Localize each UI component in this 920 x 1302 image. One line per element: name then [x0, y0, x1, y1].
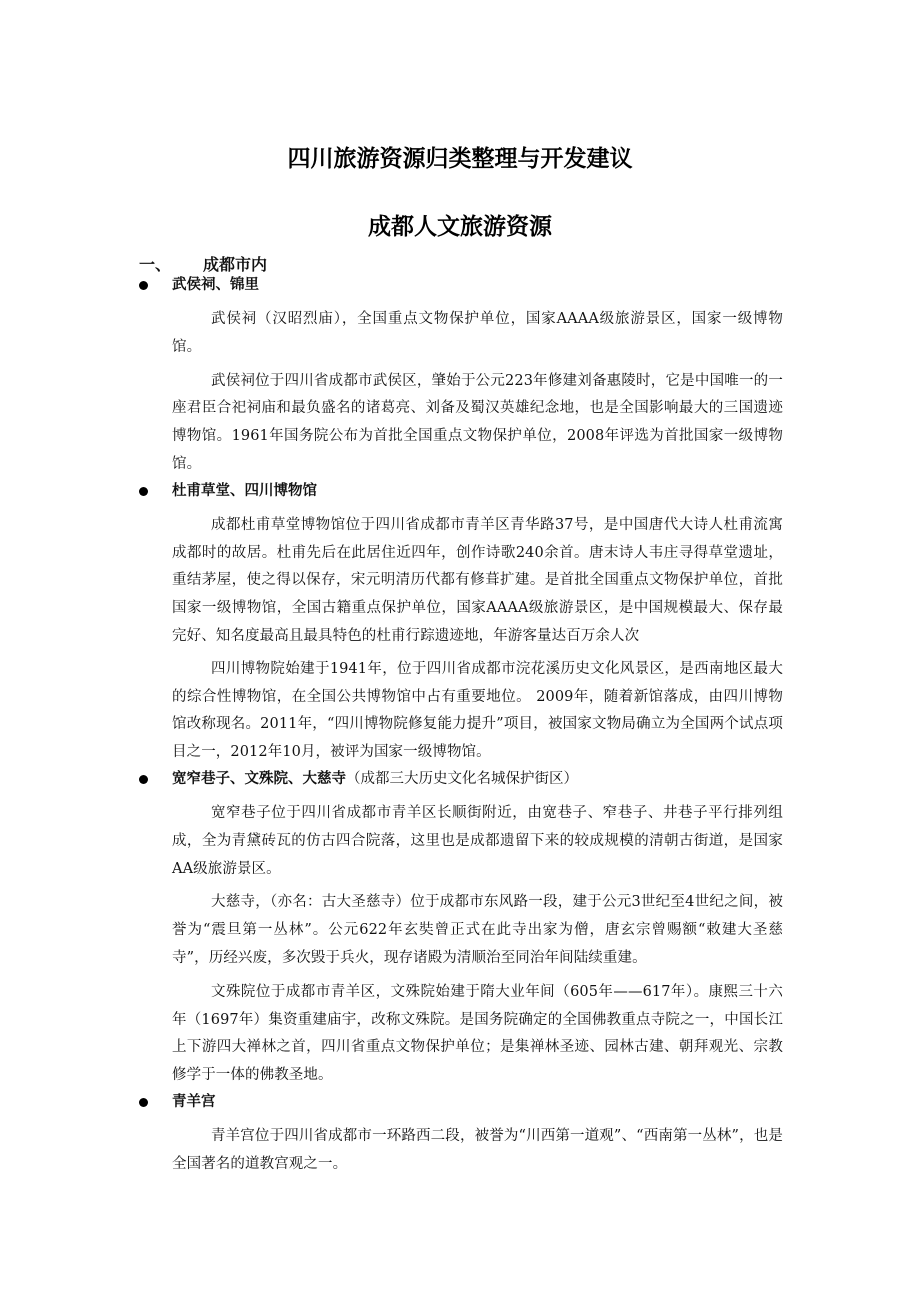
paragraph: 四川博物院始建于1941年，位于四川省成都市浣花溪历史文化风景区，是西南地区最大的综合性博物馆，在全国公共博物馆中占有重要地位。 2009年，随着新馆落成，由四川博物馆改称现名。2011年，“四川博物院修复能力提升”项目，被国家文物局确立为全国两个试点项目之一，2012年10月，被评为国家一级博物馆。: [172, 660, 783, 761]
item-title: 宽窄巷子、文殊院、大慈寺: [172, 770, 346, 787]
section-number: 一、: [139, 255, 172, 274]
document-body: [139, 274, 783, 1179]
item-title: 杜甫草堂、四川博物馆: [172, 482, 317, 499]
document-subtitle: 成都人文旅游资源: [368, 214, 552, 240]
list-item-heading: [139, 1091, 783, 1114]
section-title: 成都市内: [203, 255, 268, 274]
bullet-icon: [139, 1098, 148, 1107]
paragraph: 武侯祠（汉昭烈庙），全国重点文物保护单位，国家AAAA级旅游景区，国家一级博物馆。: [172, 311, 783, 355]
paragraph: 文殊院位于成都市青羊区，文殊院始建于隋大业年间（605年——617年）。康熙三十六年（1697年）集资重建庙宇，改称文殊院。是国务院确定的全国佛教重点寺院之一，中国长江上下游四大禅林之首，四川省重点文物保护单位；是集禅林圣迹、园林古建、朝拜观光、宗教修学于一体的佛教圣地。: [172, 983, 783, 1084]
document-title: 四川旅游资源归类整理与开发建议: [287, 146, 633, 172]
list-item-heading: [139, 768, 783, 791]
paragraph: 成都杜甫草堂博物馆位于四川省成都市青羊区青华路37号，是中国唐代大诗人杜甫流寓成都时的故居。杜甫先后在此居住近四年，创作诗歌240余首。唐末诗人韦庄寻得草堂遗址，重结茅屋，使之得以保存，宋元明清历代都有修葺扩建。是首批全国重点文物保护单位，首批国家一级博物馆，全国古籍重点保护单位，国家AAAA级旅游景区，是中国规模最大、保存最完好、知名度最高且最具特色的杜甫行踪遗迹地，年游客量达百万余人次: [172, 516, 783, 644]
list-item-heading: [139, 274, 783, 297]
item-title: 青羊宫: [172, 1093, 216, 1110]
bullet-icon: [139, 281, 148, 290]
paragraph: 青羊宫位于四川省成都市一环路西二段，被誉为“川西第一道观”、“西南第一丛林”，也是全国著名的道教宫观之一。: [172, 1127, 783, 1172]
item-title: 武侯祠、锦里: [172, 277, 259, 293]
paragraph: 大慈寺，（亦名：古大圣慈寺）位于成都市东风路一段，建于公元3世纪至4世纪之间，被誉为“震旦第一丛林”。公元622年玄奘曾正式在此寺出家为僧，唐玄宗曾赐额“敕建大圣慈寺”，历经兴废，多次毁于兵火，现存诸殿为清顺治至同治年间陆续重建。: [172, 894, 783, 966]
paragraph: 宽窄巷子位于四川省成都市青羊区长顺街附近，由宽巷子、窄巷子、井巷子平行排列组成，全为青黛砖瓦的仿古四合院落，这里也是成都遗留下来的较成规模的清朝古街道，是国家AA级旅游景区。: [172, 804, 783, 877]
list-item-heading: [139, 480, 783, 503]
bullet-icon: [139, 487, 148, 496]
item-note: （成都三大历史文化名城保护街区）: [346, 770, 578, 787]
bullet-icon: [139, 775, 148, 784]
section-heading: [139, 252, 267, 275]
paragraph: 武侯祠位于四川省成都市武侯区，肇始于公元223年修建刘备惠陵时，它是中国唯一的一座君臣合祀祠庙和最负盛名的诸葛亮、刘备及蜀汉英雄纪念地，也是全国影响最大的三国遗迹博物馆。1961年国务院公布为首批全国重点文物保护单位，2008年评选为首批国家一级博物馆。: [172, 372, 783, 472]
